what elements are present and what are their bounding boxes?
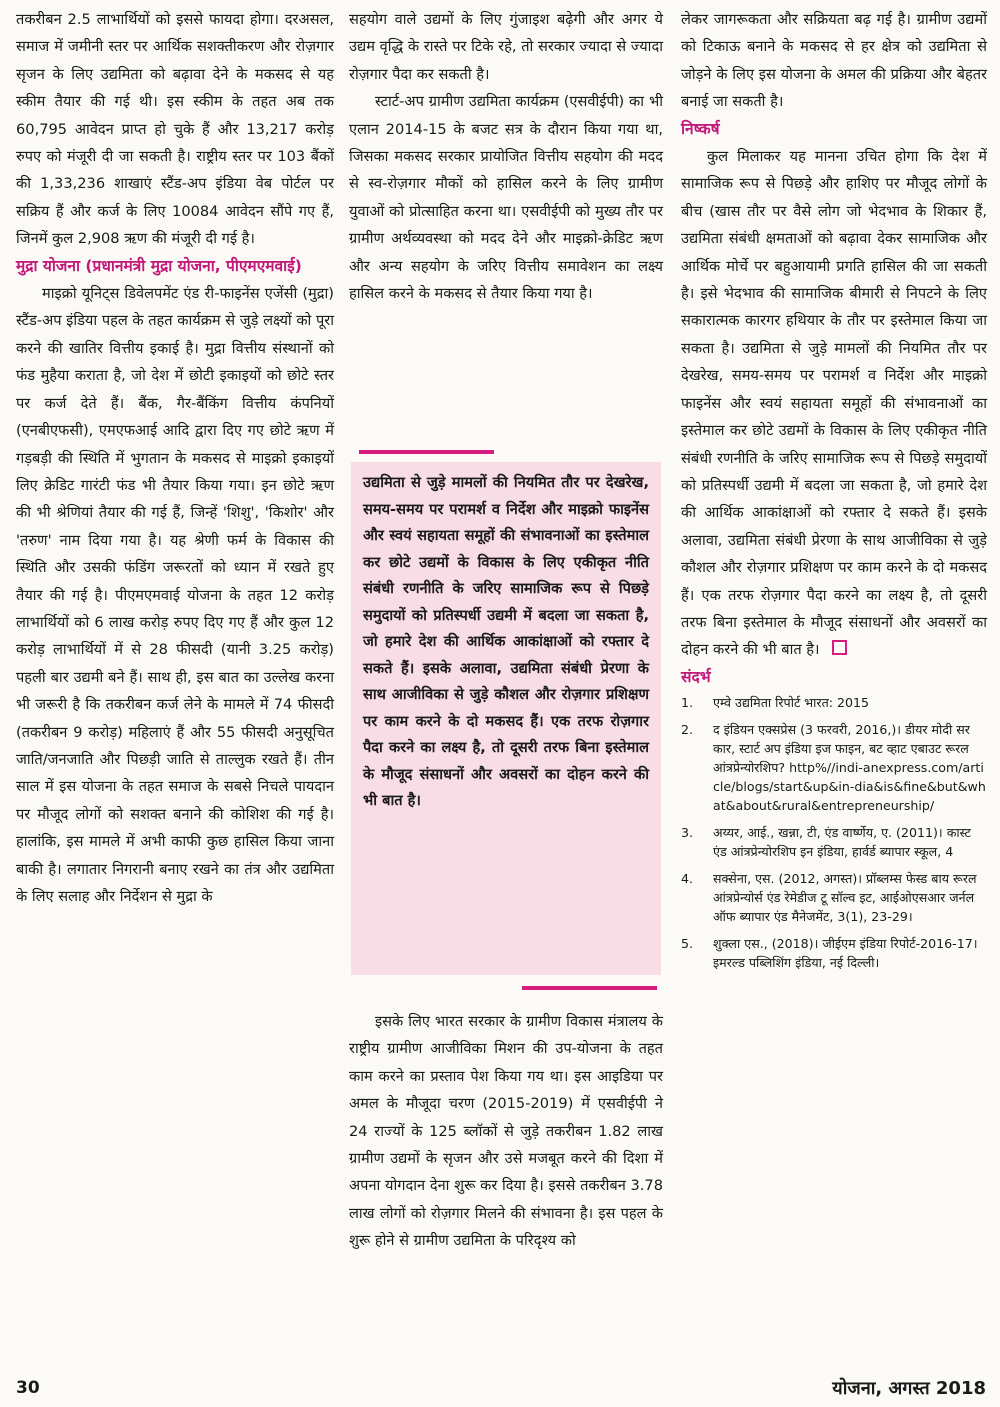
mudra-yojana-heading: मुद्रा योजना (प्रधानमंत्री मुद्रा योजना, पीएमएमवाई) xyxy=(16,256,302,275)
magazine-issue: योजना, अगस्त 2018 xyxy=(832,1378,986,1399)
column-2-lower xyxy=(349,1008,663,1255)
reference-text: एम्वे उद्यमिता रिपोर्ट भारत: 2015 xyxy=(713,695,870,711)
reference-number: 2. xyxy=(681,722,694,738)
reference-text: अय्यर, आई., खन्ना, टी, एंड वार्ष्णेय, ए. (2011)। कास्ट एंड आंत्रप्रेन्योरशिप इन इंडिया, हार्वर्ड ब्यापार स्कूल, 4 xyxy=(713,825,971,860)
pull-quote-bottom-rule xyxy=(522,986,657,990)
page-number: 30 xyxy=(16,1378,40,1398)
col2-paragraph-1: सहयोग वाले उद्यमों के लिए गुंजाइश बढ़ेगी और अगर ये उद्यम वृद्धि के रास्ते पर टिके रहे, तो सरकार ज्यादा से ज्यादा रोज़गार पैदा कर सकती है। xyxy=(349,11,663,83)
col1-paragraph-2: माइक्रो यूनिट्स डिवेलपमेंट एंड री-फाइनेंस एजेंसी (मुद्रा) स्टैंड-अप इंडिया पहल के तहत कार्यक्रम से जुड़े लक्ष्यों को पूरा करने की खातिर वित्तीय इकाई है। मुद्रा वित्तीय संस्थानों को फंड मुहैया कराता है, जो देश में छोटी इकाइयों को छोटे स्तर पर कर्ज देते हैं। बैंक, गैर-बैंकिंग वित्तीय कंपनियों (एनबीएफसी), एमएफआई आदि द्वारा दिए गए छोटे ऋण में गड़बड़ी की स्थिति में भुगतान के मकसद से माइक्रो इकाइयों लिए क्रेडिट गारंटी फंड भी तैयार किया गया। इन छोटे ऋण की भी श्रेणियां तैयार की गई हैं, जिन्हें 'शिशु', 'किशोर' और 'तरुण' नाम दिया गया है। यह श्रेणी फर्म के विकास की स्थिति और उसकी फंडिंग जरूरतों को ध्यान में रखते हुए तैयार की गई है। पीएमएमवाई योजना के तहत 12 करोड़ लाभार्थियों को 6 लाख करोड़ रुपए दिए गए हैं और कुल 12 करोड़ लाभार्थियों में से 28 फीसदी (यानी 3.25 करोड़) पहली बार उद्यमी बने हैं। साथ ही, इस बात का उल्लेख करना भी जरूरी है कि तकरीबन कर्ज लेने के मामले में 74 फीसदी (तकरीबन 9 करोड़) महिलाएं हैं और 55 फीसदी अनुसूचित जाति/जनजाति और पिछड़ी जाति से ताल्लुक रखते हैं। तीन साल में इस योजना के तहत समाज के सबसे निचले पायदान पर मौजूद लोगों को सशक्त बनाने की कोशिश की गई है। हालांकि, इस मामले में अभी काफी कुछ हासिल किया जाना बाकी है। लगातार निगरानी बनाए रखने का तंत्र और उद्यमिता के लिए सलाह और निर्देशन से मुद्रा के xyxy=(16,285,335,905)
column-2 xyxy=(349,6,663,307)
reference-number: 5. xyxy=(681,936,694,952)
col2-paragraph-2: स्टार्ट-अप ग्रामीण उद्यमिता कार्यक्रम (एसवीईपी) का भी एलान 2014-15 के बजट सत्र के दौरान किया गया था, जिसका मकसद सरकार प्रायोजित वित्तीय सहयोग की मदद से स्व-रोज़गार मौकों को हासिल करने के लिए ग्रामीण युवाओं को प्रोत्साहित करना था। एसवीईपी को मुख्य तौर पर ग्रामीण अर्थव्यवस्था को मदद देने और माइक्रो-क्रेडिट ऋण और अन्य सहयोग के जरिए वित्तीय समावेशन का लक्ष्य हासिल करने के मकसद से तैयार किया गया है। xyxy=(349,93,663,303)
column-3 xyxy=(681,6,987,980)
col3-paragraph-1: लेकर जागरूकता और सक्रियता बढ़ गई है। ग्रामीण उद्यमों को टिकाऊ बनाने के मकसद से हर क्षेत्र को उद्यमिता से जोड़ने के लिए इस योजना के अमल की प्रक्रिया और बेहतर बनाई जा सकती है। xyxy=(681,11,987,111)
reference-number: 3. xyxy=(681,825,694,841)
col1-paragraph-1: तकरीबन 2.5 लाभार्थियों को इससे फायदा होगा। दरअसल, समाज में जमीनी स्तर पर आर्थिक सशक्तीकरण और रोज़गार सृजन के लिए उद्यमिता को बढ़ावा देने के मकसद से यह स्कीम तैयार की गई थी। इस स्कीम के तहत अब तक 60,795 आवेदन प्राप्त हो चुके हैं और 13,217 करोड़ रुपए को मंजूरी दी जा सकती है। राष्ट्रीय स्तर पर 103 बैंकों की 1,33,236 शाखाएं स्टैंड-अप इंडिया वेब पोर्टल पर सक्रिय हैं और कर्ज के लिए 10084 आवेदन सौंपे गए हैं, जिनमें कुल 2,908 ऋण की मंजूरी दी गई है। xyxy=(16,11,334,248)
column-1 xyxy=(16,6,334,910)
reference-item xyxy=(681,720,987,815)
end-mark-icon xyxy=(832,640,847,655)
col2-paragraph-3: इसके लिए भारत सरकार के ग्रामीण विकास मंत्रालय के राष्ट्रीय ग्रामीण आजीविका मिशन की उप-योजना के तहत काम करने का प्रस्ताव पेश किया गय था। इस आइडिया पर अमल के मौजूदा चरण (2015-2019) में एसवीईपी ने 24 राज्यों के 125 ब्लॉकों से जुड़े तकरीबन 1.82 लाख ग्रामीण उद्यमों के सृजन और उसे मजबूत करने की दिशा में अपना योगदान देना शुरू कर दिया है। इससे तकरीबन 3.78 लाख लोगों को रोज़गार मिलने की संभावना है। इस पहल के शुरू होने से ग्रामीण उद्यमिता के परिदृश्य को xyxy=(349,1013,663,1250)
reference-text: सक्सेना, एस. (2012, अगस्त)। प्रॉब्लम्स फेस्ड बाय रूरल आंत्रप्रेन्योर्स एंड रेमेडीज टू सॉल्व इट, आईओएसआर जर्नल ऑफ ब्यापार एंड मैनेजमेंट, 3(1), 23-29। xyxy=(713,871,977,925)
pull-quote xyxy=(351,450,661,990)
reference-item xyxy=(681,869,987,926)
references-list xyxy=(681,693,987,972)
reference-text: द इंडियन एक्सप्रेस (3 फरवरी, 2016,)। डीयर मोदी सरकार, स्टार्ट अप इंडिया इज फाइन, बट व्हाट एबाउट रूरल आंत्रप्रेन्योरशिप? http%//indi-anexpress.com/article/blogs/start&up&in-dia&is&fine&but&what&about&rural&entrepreneurship/ xyxy=(713,722,986,814)
references-heading: संदर्भ xyxy=(681,667,711,686)
pull-quote-top-rule xyxy=(359,450,494,454)
conclusion-heading: निष्कर्ष xyxy=(681,119,720,138)
pull-quote-text: उद्यमिता से जुड़े मामलों की नियमित तौर पर देखरेख, समय-समय पर परामर्श व निर्देश और माइक्रो फाइनेंस और स्वयं सहायता समूहों की संभावनाओं का इस्तेमाल कर छोटे उद्यमों के विकास के लिए एकीकृत नीति संबंधी रणनीति के जरिए सामाजिक रूप से पिछड़े समुदायों को प्रतिस्पर्धी उद्यमी में बदला जा सकता है, जो हमारे देश की आर्थिक आकांक्षाओं को रफ्तार दे सकते हैं। इसके अलावा, उद्यमिता संबंधी प्रेरणा के साथ आजीविका से जुड़े कौशल और रोज़गार प्रशिक्षण पर काम करने के दो मकसद हैं। एक तरफ रोज़गार पैदा करने का लक्ष्य है, तो दूसरी तरफ बिना इस्तेमाल के मौजूद संसाधनों और अवसरों का दोहन करने की भी बात है। xyxy=(351,462,661,975)
conclusion-paragraph xyxy=(681,143,987,664)
reference-number: 1. xyxy=(681,695,694,711)
reference-text: शुक्ला एस., (2018)। जीईएम इंडिया रिपोर्ट-2016-17। इमरल्ड पब्लिशिंग इंडिया, नई दिल्ली। xyxy=(713,936,978,971)
reference-number: 4. xyxy=(681,871,694,887)
reference-item xyxy=(681,934,987,972)
reference-item xyxy=(681,693,987,712)
reference-item xyxy=(681,823,987,861)
conclusion-text: कुल मिलाकर यह मानना उचित होगा कि देश में सामाजिक रूप से पिछड़े और हाशिए पर मौजूद लोगों के बीच (खास तौर पर वैसे लोग जो भेदभाव के शिकार हैं, उद्यमिता संबंधी क्षमताओं को बढ़ावा देकर सामाजिक और आर्थिक मोर्चे पर बहुआयामी प्रगति हासिल की जा सकती है। इसे भेदभाव की सामाजिक बीमारी से निपटने के लिए सकारात्मक कारगर हथियार के तौर पर इस्तेमाल किया जा सकता है। उद्यमिता से जुड़े मामलों की नियमित तौर पर देखरेख, समय-समय पर परामर्श व निर्देश और माइक्रो फाइनेंस और स्वयं सहायता समूहों की संभावनाओं का इस्तेमाल कर छोटे उद्यमों के विकास के लिए एकीकृत नीति संबंधी रणनीति के जरिए सामाजिक रूप से पिछड़े समुदायों को प्रतिस्पर्धी उद्यमी में बदला जा सकता है, जो हमारे देश की आर्थिक आकांक्षाओं को रफ्तार दे सकते हैं। इसके अलावा, उद्यमिता संबंधी प्रेरणा के साथ आजीविका से जुड़े कौशल और रोज़गार प्रशिक्षण पर काम करने के दो मकसद हैं। एक तरफ रोज़गार पैदा करने का लक्ष्य है, तो दूसरी तरफ बिना इस्तेमाल के मौजूद संसाधनों और अवसरों का दोहन करने की भी बात है। xyxy=(681,148,987,659)
